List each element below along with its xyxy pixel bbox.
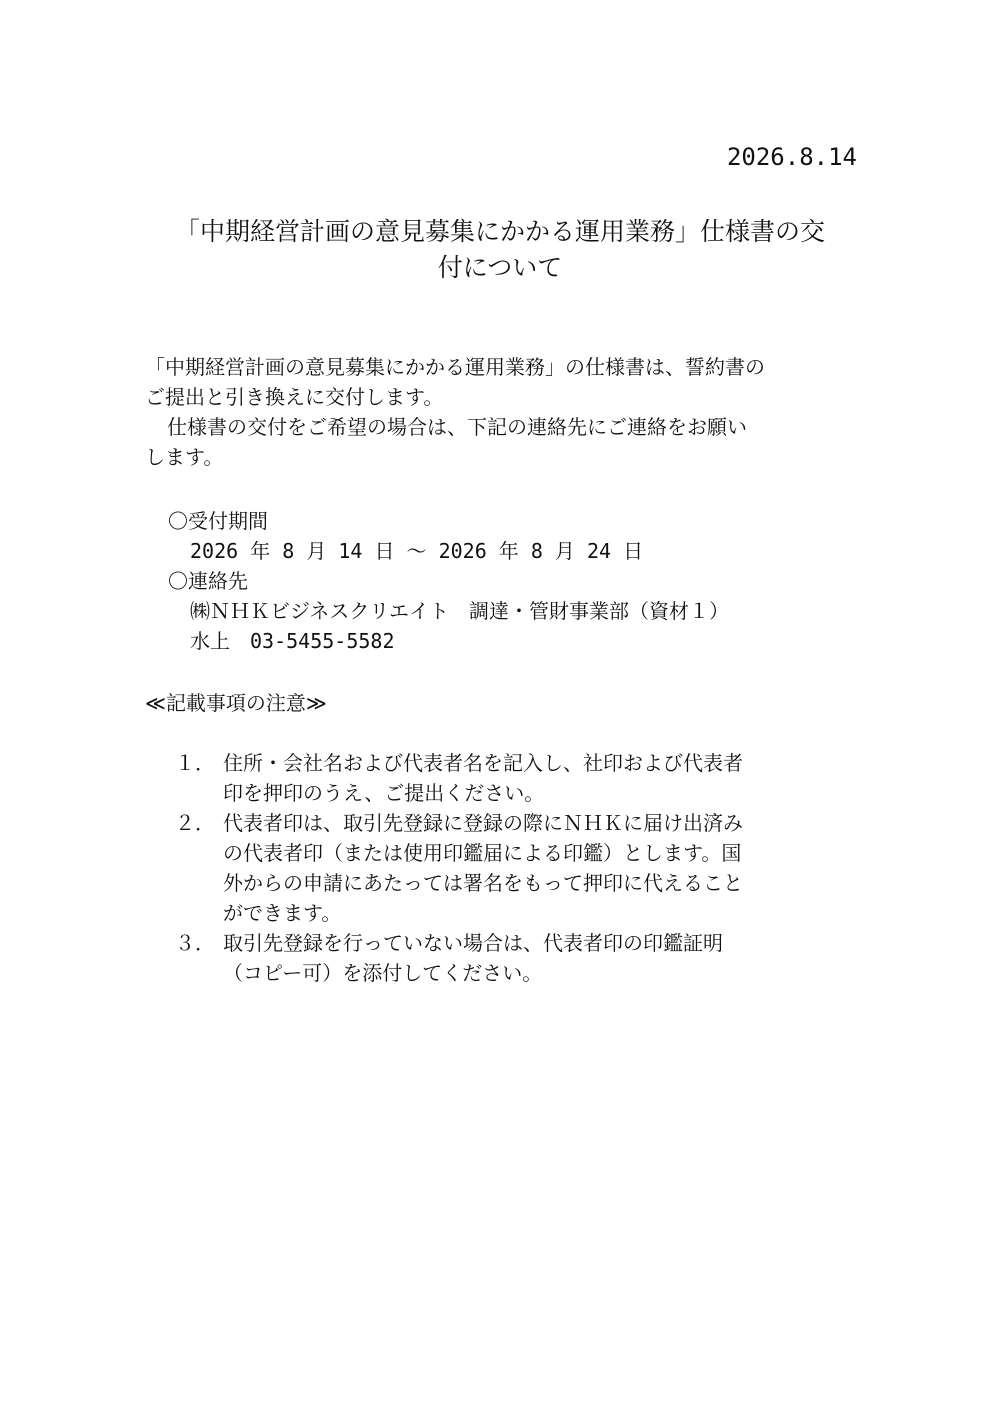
note-item — [175, 748, 855, 808]
intro-paragraph-2 — [145, 412, 865, 472]
text-line: します。 — [145, 445, 224, 469]
note-number: １． — [175, 751, 215, 775]
note-text — [223, 928, 855, 988]
reception-heading: 〇受付期間 — [168, 509, 268, 533]
issue-date: 2026.8.14 — [726, 143, 857, 171]
notes-heading: ≪記載事項の注意≫ — [145, 691, 327, 715]
text-line: ご提出と引き換えに交付します。 — [145, 385, 444, 409]
note-text — [223, 748, 855, 808]
contact-organization: ㈱ＮＨＫビジネスクリエイト 調達・管財事業部（資材１） — [190, 599, 729, 623]
notes-list — [175, 748, 855, 988]
intro-paragraph-1 — [145, 352, 865, 412]
note-line: （コピー可）を添付してください。 — [223, 961, 543, 985]
note-line: 外からの申請にあたっては署名をもって押印に代えること — [223, 871, 743, 895]
note-item — [175, 808, 855, 928]
note-line: 取引先登録を行っていない場合は、代表者印の印鑑証明 — [223, 931, 723, 955]
title-line: 付について — [437, 253, 563, 282]
note-item — [175, 928, 855, 988]
note-line: ができます。 — [223, 901, 342, 925]
text-line: 仕様書の交付をご希望の場合は、下記の連絡先にご連絡をお願い — [167, 415, 747, 439]
reception-period: 2026 年 8 月 14 日 ～ 2026 年 8 月 24 日 — [190, 539, 644, 563]
note-line: 印を押印のうえ、ご提出ください。 — [223, 781, 545, 805]
contact-heading: 〇連絡先 — [168, 569, 248, 593]
contact-person-phone: 水上 03-5455-5582 — [190, 629, 395, 653]
title-line: 「中期経営計画の意見募集にかかる運用業務」仕様書の交 — [174, 217, 825, 246]
text-line: 「中期経営計画の意見募集にかかる運用業務」の仕様書は、誓約書の — [145, 355, 765, 379]
note-number: ２． — [175, 811, 215, 835]
note-number: ３． — [175, 931, 215, 955]
note-line: の代表者印（または使用印鑑届による印鑑）とします。国 — [223, 841, 742, 865]
reception-section — [168, 506, 868, 656]
note-line: 代表者印は、取引先登録に登録の際にＮＨＫに届け出済み — [223, 811, 743, 835]
note-line: 住所・会社名および代表者名を記入し、社印および代表者 — [223, 751, 743, 775]
document-title — [150, 214, 850, 286]
note-text — [223, 808, 855, 928]
